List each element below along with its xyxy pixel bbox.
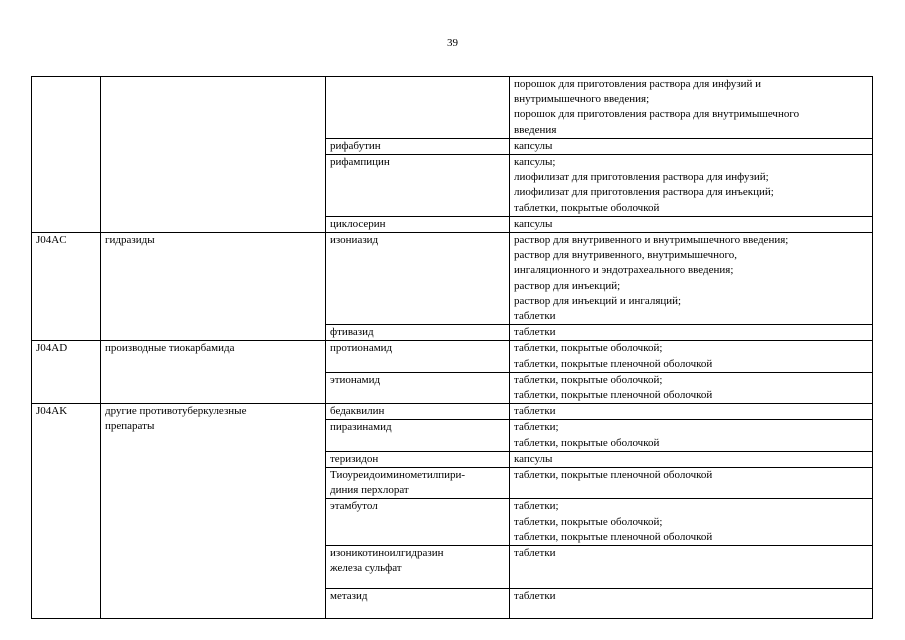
dosage-form-line: таблетки, покрытые оболочкой;	[514, 515, 663, 528]
dosage-form-line: капсулы;	[514, 156, 556, 169]
atc-code-cell: J04AK	[32, 404, 101, 619]
table-row	[32, 77, 873, 139]
dosage-forms-cell	[510, 138, 873, 154]
dosage-form-line: лиофилизат для приготовления раствора для инфузий;	[514, 171, 769, 184]
table-row	[32, 404, 873, 420]
dosage-form-line: лиофилизат для приготовления раствора для инъекций;	[514, 186, 774, 199]
drug-name-cell	[326, 468, 510, 499]
atc-code-cell	[32, 77, 101, 233]
dosage-form-line: таблетки, покрытые пленочной оболочкой	[514, 469, 713, 482]
drug-name-cell: фтивазид	[326, 325, 510, 341]
dosage-form-line: раствор для внутривенного и внутримышечного введения;	[514, 234, 789, 247]
dosage-form-line: таблетки, покрытые оболочкой	[514, 201, 660, 214]
drug-name-line: железа сульфат	[330, 562, 402, 575]
dosage-form-line: таблетки;	[514, 421, 559, 434]
drug-name-cell	[326, 546, 510, 589]
dosage-form-line: раствор для внутривенного, внутримышечного,	[514, 249, 738, 262]
dosage-form-line: порошок для приготовления раствора для внутримышечного	[514, 108, 800, 121]
dosage-form-line: таблетки, покрытые оболочкой;	[514, 342, 663, 355]
drug-name-cell: протионамид	[326, 341, 510, 372]
group-cell: гидразиды	[101, 233, 326, 341]
dosage-form-line: таблетки	[514, 405, 556, 418]
drug-name-cell: этионамид	[326, 372, 510, 403]
dosage-form-line: таблетки, покрытые оболочкой	[514, 436, 660, 449]
drug-name-line: изоникотиноилгидразин	[330, 547, 444, 560]
dosage-form-line: введения	[514, 123, 557, 136]
dosage-form-line: таблетки	[514, 590, 556, 603]
table-row	[32, 341, 873, 372]
dosage-form-line: таблетки, покрытые пленочной оболочкой	[514, 389, 713, 402]
drug-formulary-table	[31, 76, 873, 619]
dosage-form-line: таблетки;	[514, 500, 559, 513]
dosage-forms-cell	[510, 420, 873, 451]
drug-name-cell: рифампицин	[326, 155, 510, 217]
dosage-form-line: внутримышечного введения;	[514, 93, 650, 106]
dosage-form-line: таблетки, покрытые оболочкой;	[514, 373, 663, 386]
dosage-form-line: таблетки, покрытые пленочной оболочкой	[514, 357, 713, 370]
drug-name-cell: метазид	[326, 589, 510, 619]
group-name-line: препараты	[105, 420, 155, 433]
table-row	[32, 233, 873, 325]
group-name-line: другие противотуберкулезные	[105, 405, 247, 418]
group-cell	[101, 404, 326, 619]
dosage-form-line: капсулы	[514, 452, 553, 465]
dosage-form-line: ингаляционного и эндотрахеального введения;	[514, 264, 734, 277]
dosage-form-line: таблетки	[514, 547, 556, 560]
dosage-forms-cell	[510, 499, 873, 546]
dosage-form-line: таблетки	[514, 310, 556, 323]
dosage-forms-cell	[510, 216, 873, 232]
dosage-form-line: раствор для инъекций;	[514, 279, 621, 292]
drug-name-cell	[326, 77, 510, 139]
drug-name-cell: этамбутол	[326, 499, 510, 546]
dosage-form-line: порошок для приготовления раствора для инфузий и	[514, 78, 761, 90]
dosage-form-line: таблетки	[514, 326, 556, 339]
dosage-form-line: таблетки, покрытые пленочной оболочкой	[514, 530, 713, 543]
dosage-forms-cell	[510, 589, 873, 619]
group-cell: производные тиокарбамида	[101, 341, 326, 404]
drug-name-cell: рифабутин	[326, 138, 510, 154]
dosage-forms-cell	[510, 77, 873, 139]
dosage-forms-cell	[510, 341, 873, 372]
drug-name-line: Тиоуреидоиминометилпири-	[330, 469, 466, 482]
drug-name-cell: циклосерин	[326, 216, 510, 232]
dosage-forms-cell	[510, 404, 873, 420]
drug-name-cell: пиразинамид	[326, 420, 510, 451]
page-number: 39	[447, 37, 458, 49]
dosage-forms-cell	[510, 546, 873, 589]
drug-name-cell: теризидон	[326, 451, 510, 467]
dosage-forms-cell	[510, 233, 873, 325]
atc-code-cell: J04AC	[32, 233, 101, 341]
drug-name-cell: бедаквилин	[326, 404, 510, 420]
dosage-form-line: капсулы	[514, 217, 553, 230]
dosage-forms-cell	[510, 451, 873, 467]
dosage-forms-cell	[510, 372, 873, 403]
atc-code-cell: J04AD	[32, 341, 101, 404]
drug-name-line: диния перхлорат	[330, 484, 409, 497]
dosage-forms-cell	[510, 325, 873, 341]
dosage-form-line: раствор для инъекций и ингаляций;	[514, 294, 682, 307]
dosage-form-line: капсулы	[514, 139, 553, 152]
dosage-forms-cell	[510, 468, 873, 499]
dosage-forms-cell	[510, 155, 873, 217]
drug-name-cell: изониазид	[326, 233, 510, 325]
group-cell	[101, 77, 326, 233]
